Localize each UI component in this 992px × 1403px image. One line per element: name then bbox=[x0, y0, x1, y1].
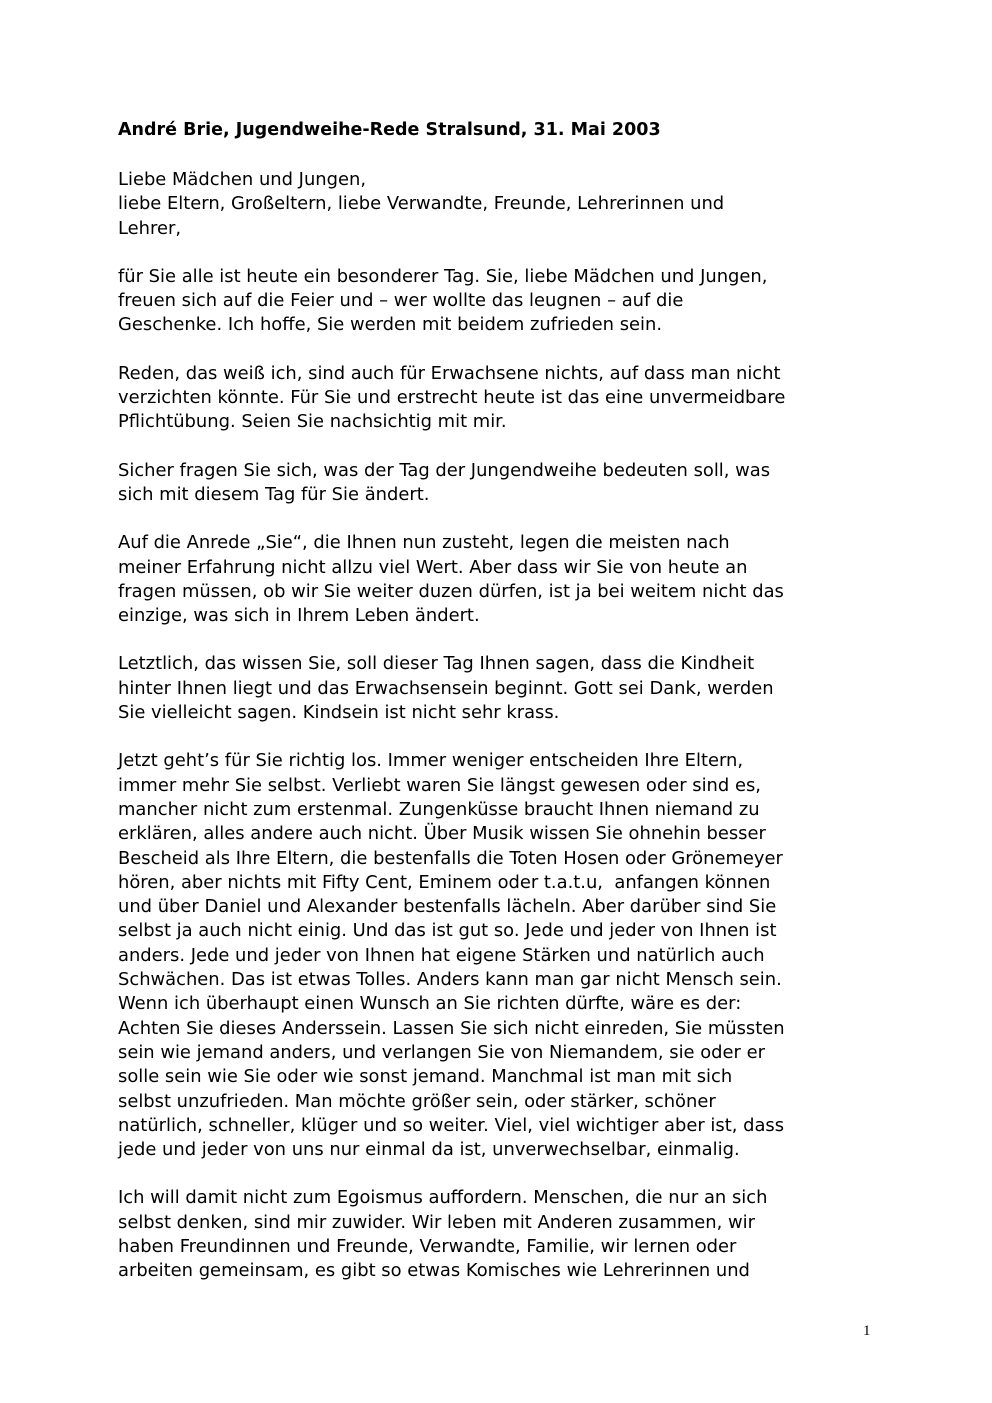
paragraph-spacer bbox=[118, 507, 888, 531]
paragraph-spacer bbox=[118, 725, 888, 749]
paragraph-spacer bbox=[118, 435, 888, 459]
text-line: liebe Eltern, Großeltern, liebe Verwandte, Freunde, Lehrerinnen und bbox=[118, 193, 725, 215]
text-line: Sie vielleicht sagen. Kindsein ist nicht sehr krass. bbox=[118, 702, 560, 724]
text-line: selbst ja auch nicht einig. Und das ist gut so. Jede und jeder von Ihnen ist bbox=[118, 920, 777, 942]
text-line: haben Freundinnen und Freunde, Verwandte, Familie, wir lernen oder bbox=[118, 1235, 737, 1257]
text-line: arbeiten gemeinsam, es gibt so etwas Komisches wie Lehrerinnen und bbox=[118, 1260, 750, 1282]
paragraph-container bbox=[118, 168, 888, 1284]
text-line: Lehrer, bbox=[118, 217, 182, 239]
text-line: Bescheid als Ihre Eltern, die bestenfalls die Toten Hosen oder Grönemeyer bbox=[118, 847, 783, 869]
text-line: Reden, das weiß ich, sind auch für Erwachsene nichts, auf dass man nicht bbox=[118, 362, 781, 384]
text-line: Jetzt geht’s für Sie richtig los. Immer weniger entscheiden Ihre Eltern, bbox=[118, 750, 744, 772]
text-line: einzige, was sich in Ihrem Leben ändert. bbox=[118, 605, 480, 627]
text-line: natürlich, schneller, klüger und so weiter. Viel, viel wichtiger aber ist, dass bbox=[118, 1114, 785, 1136]
text-line: Wenn ich überhaupt einen Wunsch an Sie richten dürfte, wäre es der: bbox=[118, 993, 742, 1015]
text-line: hinter Ihnen liegt und das Erwachsensein beginnt. Gott sei Dank, werden bbox=[118, 677, 774, 699]
paragraph bbox=[118, 749, 888, 1162]
text-line: sein wie jemand anders, und verlangen Sie von Niemandem, sie oder er bbox=[118, 1041, 765, 1063]
paragraph bbox=[118, 362, 888, 435]
text-line: hören, aber nichts mit Fifty Cent, Eminem oder t.a.t.u, anfangen können bbox=[118, 871, 771, 893]
paragraph-spacer bbox=[118, 338, 888, 362]
text-line: Geschenke. Ich hoffe, Sie werden mit beidem zufrieden sein. bbox=[118, 314, 663, 336]
text-line: Ich will damit nicht zum Egoismus auffordern. Menschen, die nur an sich bbox=[118, 1187, 768, 1209]
text-line: erklären, alles andere auch nicht. Über Musik wissen Sie ohnehin besser bbox=[118, 823, 766, 845]
paragraph-spacer bbox=[118, 241, 888, 265]
paragraph bbox=[118, 531, 888, 628]
text-line: meiner Erfahrung nicht allzu viel Wert. Aber dass wir Sie von heute an bbox=[118, 556, 748, 578]
paragraph-spacer bbox=[118, 1162, 888, 1186]
text-line: Pflichtübung. Seien Sie nachsichtig mit mir. bbox=[118, 411, 507, 433]
text-line: freuen sich auf die Feier und – wer wollte das leugnen – auf die bbox=[118, 290, 684, 312]
document-body bbox=[118, 118, 888, 1284]
text-line: solle sein wie Sie oder wie sonst jemand. Manchmal ist man mit sich bbox=[118, 1066, 733, 1088]
text-line: selbst denken, sind mir zuwider. Wir leben mit Anderen zusammen, wir bbox=[118, 1211, 755, 1233]
text-line: mancher nicht zum erstenmal. Zungenküsse braucht Ihnen niemand zu bbox=[118, 798, 760, 820]
paragraph bbox=[118, 459, 888, 508]
text-line: sich mit diesem Tag für Sie ändert. bbox=[118, 483, 430, 505]
text-line: verzichten könnte. Für Sie und erstrecht heute ist das eine unvermeidbare bbox=[118, 387, 786, 409]
paragraph bbox=[118, 1186, 888, 1283]
text-line: Achten Sie dieses Anderssein. Lassen Sie sich nicht einreden, Sie müssten bbox=[118, 1017, 785, 1039]
spacer bbox=[118, 142, 888, 168]
text-line: anders. Jede und jeder von Ihnen hat eigene Stärken und natürlich auch bbox=[118, 944, 765, 966]
text-line: Auf die Anrede „Sie“, die Ihnen nun zusteht, legen die meisten nach bbox=[118, 532, 730, 554]
paragraph-spacer bbox=[118, 628, 888, 652]
text-line: fragen müssen, ob wir Sie weiter duzen dürfen, ist ja bei weitem nicht das bbox=[118, 580, 784, 602]
text-line: für Sie alle ist heute ein besonderer Tag. Sie, liebe Mädchen und Jungen, bbox=[118, 265, 768, 287]
paragraph bbox=[118, 168, 888, 241]
text-line: Liebe Mädchen und Jungen, bbox=[118, 169, 367, 190]
document-title: André Brie, Jugendweihe-Rede Stralsund, 31. Mai 2003 bbox=[118, 120, 661, 140]
text-line: Schwächen. Das ist etwas Tolles. Anders kann man gar nicht Mensch sein. bbox=[118, 969, 782, 991]
text-line: jede und jeder von uns nur einmal da ist, unverwechselbar, einmalig. bbox=[118, 1139, 740, 1161]
text-line: selbst unzufrieden. Man möchte größer sein, oder stärker, schöner bbox=[118, 1090, 716, 1112]
text-line: und über Daniel und Alexander bestenfalls lächeln. Aber darüber sind Sie bbox=[118, 896, 777, 918]
text-line: immer mehr Sie selbst. Verliebt waren Sie längst gewesen oder sind es, bbox=[118, 774, 761, 796]
paragraph bbox=[118, 265, 888, 338]
page-number: 1 bbox=[863, 1323, 871, 1339]
text-line: Sicher fragen Sie sich, was der Tag der Jungendweihe bedeuten soll, was bbox=[118, 459, 771, 481]
text-line: Letztlich, das wissen Sie, soll dieser Tag Ihnen sagen, dass die Kindheit bbox=[118, 653, 755, 675]
paragraph bbox=[118, 652, 888, 725]
